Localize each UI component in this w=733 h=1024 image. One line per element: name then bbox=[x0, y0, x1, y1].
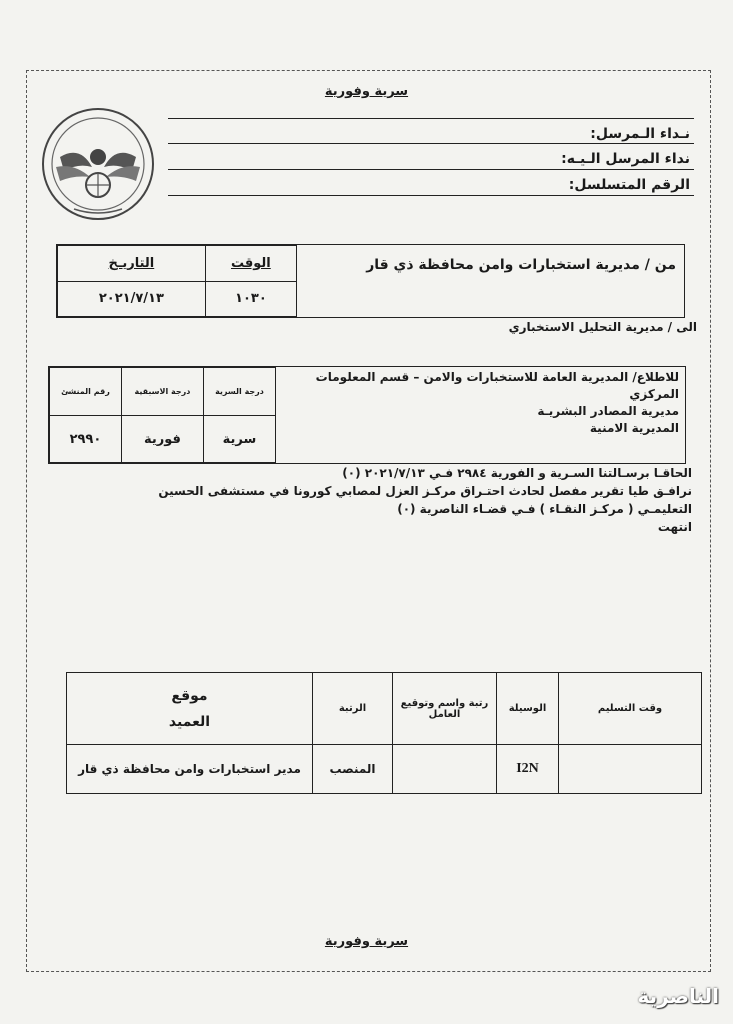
message-body bbox=[40, 464, 692, 536]
rank-header: الرتبة bbox=[313, 673, 393, 745]
secrecy-header: درجة السرية bbox=[203, 368, 275, 416]
body-line-1: الحاقـا برسـالتنا السـرية و الفورية ٢٩٨٤ فـي ٢٠٢١/٧/١٣ (٠) bbox=[342, 466, 692, 480]
info-line-1: للاطلاع/ المديرية العامة للاستخبارات والامن – قسم المعلومات المركزي bbox=[315, 370, 679, 401]
sender-call-field: نـداء الـمرسل: bbox=[168, 118, 694, 144]
info-line-3: المديرية الامنية bbox=[589, 421, 679, 435]
priority-header: درجة الاسبقية bbox=[121, 368, 203, 416]
body-line-3: التعليمـي ( مركـز النقـاء ) فـي قضـاء الناصرية (٠) bbox=[397, 502, 692, 516]
worker-rank-header: رتبة واسم وتوقيع العامل bbox=[393, 673, 497, 745]
datetime-table bbox=[57, 245, 297, 317]
serial-number-field: الرقم المتسلسل: bbox=[168, 170, 694, 196]
date-label: التاريـخ bbox=[58, 246, 206, 282]
secrecy-value: سرية bbox=[203, 416, 275, 463]
to-line: الى / مديرية التحليل الاستخباري bbox=[508, 320, 697, 334]
agency-emblem-icon bbox=[40, 105, 156, 223]
body-line-2: نرافـق طيا تقرير مفصل لحادث احتـراق مركـز العزل لمصابي كورونا في مستشفى الحسين bbox=[158, 484, 692, 498]
priority-value: فورية bbox=[121, 416, 203, 463]
info-box bbox=[48, 366, 686, 464]
classification-table bbox=[49, 367, 276, 463]
signature-header bbox=[67, 673, 313, 745]
delivery-time-header: وقت التسليم bbox=[559, 673, 702, 745]
classification-bottom: سرية وفورية bbox=[324, 934, 409, 949]
time-label: الوقت bbox=[205, 246, 296, 282]
body-line-4: انتهت bbox=[657, 520, 692, 534]
position-value: مدير استخبارات وامن محافظة ذي قار bbox=[67, 745, 313, 794]
signature-table bbox=[66, 672, 702, 794]
info-recipients bbox=[279, 369, 679, 437]
signature-rank: العميد bbox=[168, 713, 211, 730]
classification-top: سرية وفورية bbox=[324, 84, 409, 99]
rank-value: المنصب bbox=[313, 745, 393, 794]
originator-number-value: ٢٩٩٠ bbox=[50, 416, 122, 463]
delivery-time-value bbox=[559, 745, 702, 794]
header-fields bbox=[168, 118, 694, 196]
info-line-2: مديرية المصادر البشريـة bbox=[537, 404, 679, 418]
signature-label: موقع bbox=[171, 687, 208, 704]
means-header: الوسيلة bbox=[497, 673, 559, 745]
site-watermark: الناصرية bbox=[637, 984, 719, 1008]
from-text: من / مديرية استخبارات وامن محافظة ذي قار bbox=[366, 257, 676, 273]
worker-rank-value bbox=[393, 745, 497, 794]
time-value: ١٠٣٠ bbox=[205, 281, 296, 317]
date-value: ٢٠٢١/٧/١٣ bbox=[58, 281, 206, 317]
from-box bbox=[56, 244, 685, 318]
means-value: I2N bbox=[497, 745, 559, 794]
originator-number-header: رقم المنشئ bbox=[50, 368, 122, 416]
recipient-call-field: نداء المرسل الـيـه: bbox=[168, 144, 694, 170]
